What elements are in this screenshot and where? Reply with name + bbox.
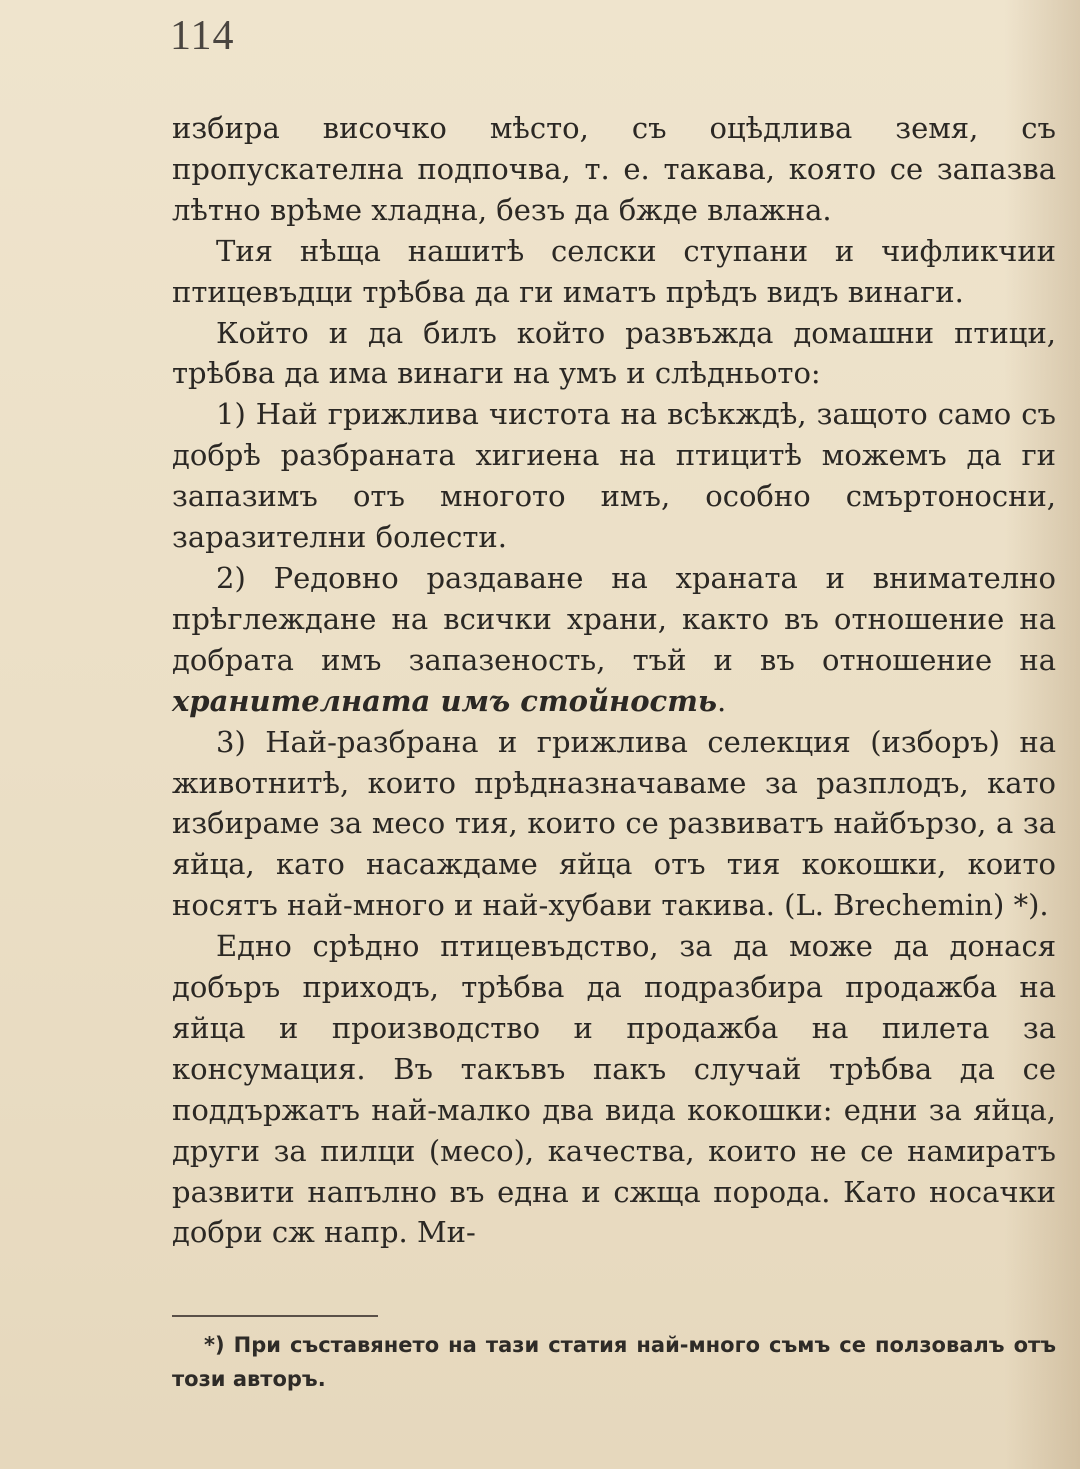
paragraph-2: Тия нѣща нашитѣ селски ступани и чифликчии птицевъдци трѣбва да ги иматъ прѣдъ видъ винаги. — [172, 233, 1056, 309]
paragraph-7: Едно срѣдно птицевъдство, за да може да донася добъръ приходъ, трѣбва да подразбира продажба на яйца и производство и продажба на пилета за консумация. Въ такъвъ пакъ случай трѣбва да се поддържатъ най-малко два вида кокошки: едни за яйца, други за пилци (месо), качества, които не се намиратъ развити напълно въ една и сжща порода. Като носачки добри сж напр. Ми- — [172, 929, 1056, 1250]
paragraph-1: избира височко мѣсто, съ оцѣдлива земя, съ пропускателна подпочва, т. е. такава, която се запазва лѣтно врѣме хладна, безъ да бжде влажна. — [172, 111, 1056, 227]
footnote-divider — [172, 1315, 378, 1317]
list-item-1: 1) Най грижлива чистота на всѣкждѣ, защото само съ добрѣ разбраната хигиена на птицитѣ можемъ да ги запазимъ отъ многото имъ, особно смъртоносни, заразителни болести. — [172, 397, 1056, 555]
list-item-2-text: 2) Редовно раздаване на храната и внимателно прѣглеждане на всички храни, както въ отношение на добрата имъ запазеность, тъй и въ отношение на — [172, 560, 1056, 677]
emphasized-phrase: хранителната имъ стойность — [172, 683, 718, 718]
list-item-2 — [172, 558, 1056, 722]
footnote-text: *) При съставянето на тази статия най-много съмъ се ползовалъ отъ този авторъ. — [172, 1333, 1056, 1391]
list-item-2-end: . — [717, 683, 727, 718]
footnote — [172, 1328, 1056, 1396]
page-number: 114 — [170, 13, 235, 59]
body-text — [172, 108, 1056, 1253]
paragraph-3: Който и да билъ който развъжда домашни птици, трѣбва да има винаги на умъ и слѣдньото: — [172, 315, 1056, 391]
list-item-3: 3) Най-разбрана и грижлива селекция (изборъ) на животнитѣ, които прѣдназначаваме за разплодъ, като избираме за месо тия, които се развиватъ найбързо, а за яйца, като насаждаме яйца отъ тия кокошки, които носятъ най-много и най-хубави такива. (L. Brechemin) *). — [172, 724, 1056, 923]
